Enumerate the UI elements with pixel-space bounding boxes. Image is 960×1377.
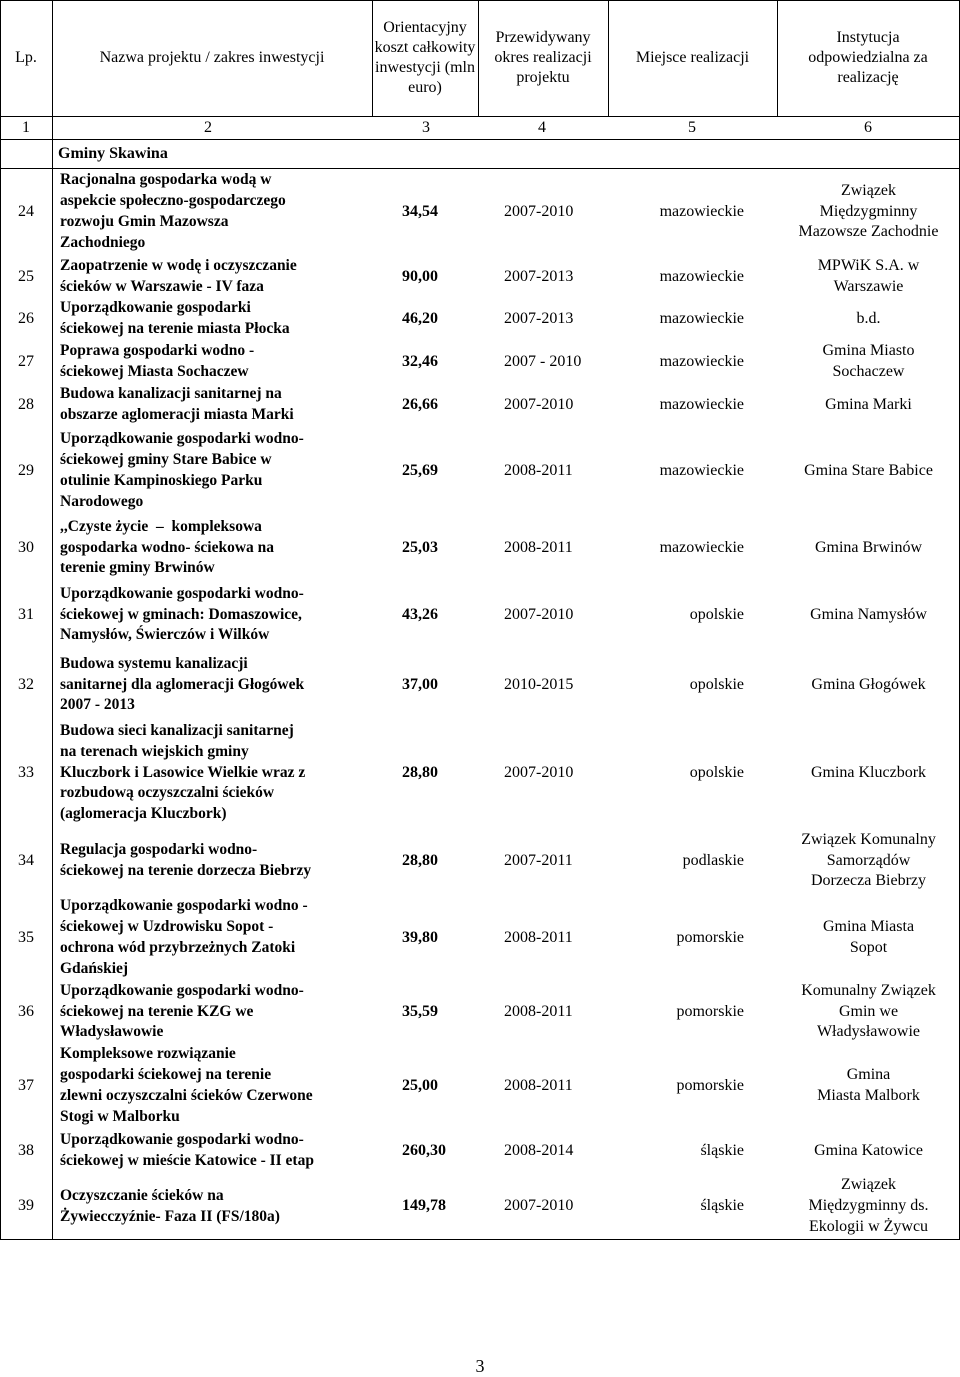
project-period: 2008-2011 (504, 1076, 573, 1094)
project-name: Budowa sieci kanalizacji sanitarnej na terenach wiejskich gminy Kluczbork i Lasowice Wielkie wraz z rozbudową oczyszczalni ścieków (aglomeracja Kluczbork) (60, 722, 306, 823)
responsible-institution: Gmina Stare Babice (804, 461, 933, 479)
header-institution: Instytucja odpowiedzialna za realizację (808, 29, 928, 86)
project-cost: 34,54 (402, 202, 438, 220)
project-period: 2007-2010 (504, 1197, 574, 1215)
project-place: opolskie (689, 675, 744, 693)
project-cost: 90,00 (402, 267, 438, 285)
project-cost: 25,69 (402, 461, 438, 479)
project-cost: 28,80 (402, 763, 438, 781)
project-place: mazowieckie (659, 202, 744, 220)
column-number: 3 (422, 118, 430, 136)
project-period: 2008-2011 (504, 461, 573, 479)
project-cost: 37,00 (402, 675, 438, 693)
project-period: 2008-2011 (504, 538, 573, 556)
project-place: pomorskie (676, 928, 744, 946)
project-cost: 43,26 (402, 605, 438, 623)
project-place: mazowieckie (659, 395, 744, 413)
project-place: mazowieckie (659, 352, 744, 370)
row-number: 33 (18, 763, 34, 781)
project-name: Uporządkowanie gospodarki wodno- ściekowej w mieście Katowice - II etap (60, 1131, 314, 1169)
row-number: 38 (18, 1141, 34, 1159)
row-number: 28 (18, 395, 34, 413)
header-place: Miejsce realizacji (635, 49, 750, 66)
project-cost: 26,66 (402, 395, 438, 413)
column-number: 5 (688, 118, 696, 136)
project-place: śląskie (700, 1141, 744, 1159)
project-period: 2008-2011 (504, 1002, 573, 1020)
project-period: 2007-2013 (504, 267, 574, 285)
project-name: Regulacja gospodarki wodno- ściekowej na terenie dorzecza Biebrzy (60, 841, 312, 879)
row-number: 26 (18, 309, 34, 327)
project-period: 2007-2011 (504, 851, 573, 869)
table-border (52, 0, 53, 1240)
responsible-institution: Gmina Marki (825, 395, 912, 413)
project-name: Kompleksowe rozwiązanie gospodarki ściekowej na terenie zlewni oczyszczalni ścieków Czerwone Stogi w Malborku (60, 1045, 313, 1125)
row-number: 35 (18, 928, 34, 946)
responsible-institution: Gmina Miasta Malbork (817, 1066, 920, 1104)
project-cost: 149,78 (402, 1197, 446, 1215)
project-period: 2007 - 2010 (504, 352, 582, 370)
project-place: pomorskie (676, 1076, 744, 1094)
project-name: Uporządkowanie gospodarki ściekowej na terenie miasta Płocka (60, 299, 290, 337)
row-number: 34 (18, 851, 34, 869)
project-cost: 25,03 (402, 538, 438, 556)
project-place: opolskie (689, 763, 744, 781)
project-cost: 46,20 (402, 309, 438, 327)
column-number: 2 (204, 118, 212, 136)
group-title: Gminy Skawina (58, 144, 168, 162)
project-place: mazowieckie (659, 309, 744, 327)
project-period: 2008-2011 (504, 928, 573, 946)
responsible-institution: b.d. (856, 309, 881, 327)
responsible-institution: Związek Komunalny Samorządów Dorzecza Biebrzy (801, 830, 936, 890)
column-number: 6 (864, 118, 872, 136)
project-period: 2008-2014 (504, 1141, 574, 1159)
project-name: Oczyszczanie ścieków na Żywiecczyźnie- Faza II (FS/180a) (60, 1186, 280, 1225)
project-name: Uporządkowanie gospodarki wodno - ściekowej w Uzdrowisku Sopot - ochrona wód przybrzeżnych Zatoki Gdańskiej (60, 897, 308, 977)
header-cost: Orientacyjny koszt całkowity inwestycji (mln euro) (374, 19, 476, 96)
table-border (0, 1239, 960, 1240)
responsible-institution: MPWiK S.A. w Warszawie (817, 257, 920, 295)
responsible-institution: Gmina Miasto Sochaczew (822, 342, 915, 380)
project-name: Uporządkowanie gospodarki wodno- ściekowej na terenie KZG we Władysławowie (60, 981, 304, 1041)
responsible-institution: Gmina Brwinów (814, 538, 923, 556)
column-number: 4 (538, 118, 546, 136)
project-place: mazowieckie (659, 267, 744, 285)
responsible-institution: Związek Międzygminny ds. Ekologii w Żywcu (808, 1176, 929, 1235)
row-number: 24 (18, 202, 34, 220)
project-place: pomorskie (676, 1002, 744, 1020)
table-border (0, 116, 960, 117)
responsible-institution: Gmina Kluczbork (810, 763, 927, 781)
row-number: 36 (18, 1002, 34, 1020)
row-number: 30 (18, 538, 34, 556)
project-name: Poprawa gospodarki wodno - ściekowej Miasta Sochaczew (60, 342, 255, 380)
project-cost: 32,46 (402, 352, 438, 370)
project-name: Budowa systemu kanalizacji sanitarnej dla aglomeracji Głogówek 2007 - 2013 (60, 654, 305, 714)
project-period: 2007-2010 (504, 763, 574, 781)
project-place: mazowieckie (659, 461, 744, 479)
responsible-institution: Gmina Katowice (814, 1141, 923, 1159)
project-cost: 28,80 (402, 851, 438, 869)
row-number: 27 (18, 352, 34, 370)
project-place: opolskie (689, 605, 744, 623)
project-period: 2010-2015 (504, 675, 574, 693)
header-lp: Lp. (15, 49, 37, 66)
row-number: 25 (18, 267, 34, 285)
header-period: Przewidywany okres realizacji projektu (494, 29, 592, 86)
project-period: 2007-2010 (504, 202, 574, 220)
responsible-institution: Gmina Głogówek (811, 675, 926, 693)
project-period: 2007-2013 (504, 309, 574, 327)
header-project-name: Nazwa projektu / zakres inwestycji (99, 49, 325, 66)
project-cost: 35,59 (402, 1002, 438, 1020)
project-cost: 260,30 (402, 1141, 446, 1159)
project-place: mazowieckie (659, 538, 744, 556)
row-number: 31 (18, 605, 34, 623)
project-name: Uporządkowanie gospodarki wodno- ściekowej w gminach: Domaszowice, Namysłów, Świerczów i Wilków (60, 584, 304, 644)
project-name: Zaopatrzenie w wodę i oczyszczanie ścieków w Warszawie - IV faza (60, 257, 297, 295)
project-period: 2007-2010 (504, 395, 574, 413)
project-name: Budowa kanalizacji sanitarnej na obszarze aglomeracji miasta Marki (60, 385, 294, 423)
row-number: 37 (18, 1076, 34, 1094)
project-place: śląskie (700, 1197, 744, 1215)
responsible-institution: Komunalny Związek Gmin we Władysławowie (801, 981, 936, 1041)
project-name: Uporządkowanie gospodarki wodno- ściekowej gminy Stare Babice w otulinie Kampinoskiego Parku Narodowego (60, 430, 304, 510)
project-name: ,,Czyste życie – kompleksowa gospodarka wodno- ściekowa na terenie gminy Brwinów (60, 517, 275, 577)
row-number: 29 (18, 461, 34, 479)
page-number: 3 (475, 1356, 485, 1376)
row-number: 39 (18, 1197, 34, 1215)
responsible-institution: Gmina Namysłów (810, 605, 927, 623)
project-cost: 39,80 (402, 928, 438, 946)
project-name: Racjonalna gospodarka wodą w aspekcie społeczno-gospodarczego rozwoju Gmin Mazowsza Zachodniego (60, 171, 286, 251)
project-place: podlaskie (682, 851, 744, 869)
responsible-institution: Gmina Miasta Sopot (822, 918, 915, 956)
project-cost: 25,00 (402, 1076, 438, 1094)
column-number: 1 (22, 118, 30, 136)
row-number: 32 (18, 675, 34, 693)
project-period: 2007-2010 (504, 605, 574, 623)
responsible-institution: Związek Międzygminny Mazowsze Zachodnie (798, 181, 939, 241)
